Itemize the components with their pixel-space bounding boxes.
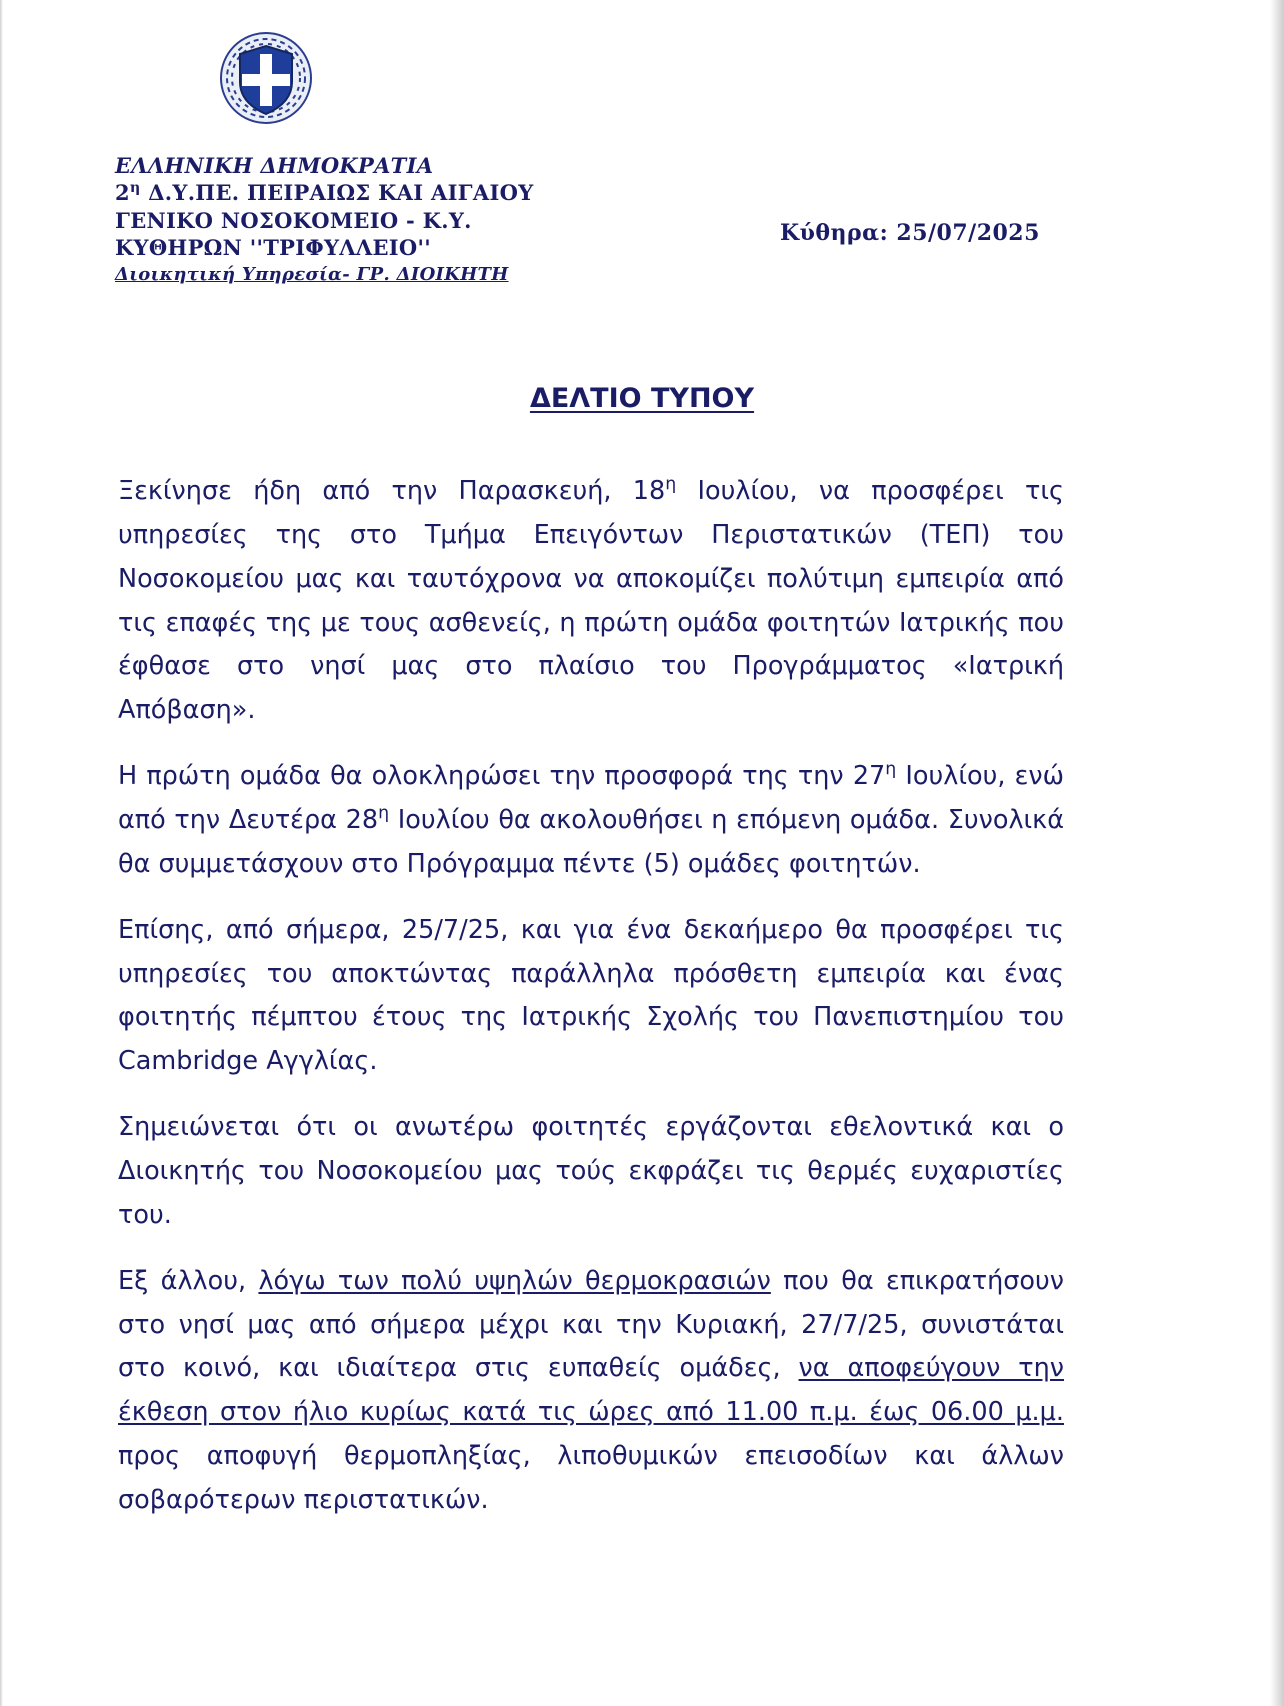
paragraph-5-part-a: Εξ άλλου,	[118, 1265, 259, 1296]
paragraph-1-part-b: Ιουλίου, να προσφέρει τις υπηρεσίες της στο Τμήμα Επειγόντων Περιστατικών (ΤΕΠ) του Νοσοκομείου μας και ταυτόχρονα να αποκομίζει πολύτιμη εμπειρία από τις επαφές της με τους ασθενείς, η πρώτη ομάδα φοιτητών Ιατρικής που έφθασε στο νησί μας στο πλαίσιο του Προγράμματος «Ιατρική Απόβαση».	[118, 476, 1064, 726]
paragraph-2	[118, 755, 1064, 887]
paragraph-2-part-b: Ιουλίου, ενώ από την Δευτέρα 28	[118, 761, 1064, 836]
paragraph-5-part-b: που θα επικρατήσουν στο νησί μας από σήμερα μέχρι και την Κυριακή, 27/7/25, συνιστάται στο κοινό, και ιδιαίτερα στις ευπαθείς ομάδες,	[118, 1265, 1065, 1384]
letterhead-line-2-superscript: η	[129, 180, 141, 197]
paragraph-1	[118, 470, 1064, 733]
paragraph-2-part-c: Ιουλίου θα ακολουθήσει η επόμενη ομάδα. Συνολικά θα συμμετάσχουν στο Πρόγραμμα πέντε (5) ομάδες φοιτητών.	[118, 805, 1065, 879]
letterhead	[115, 152, 534, 287]
paragraph-5	[118, 1260, 1064, 1523]
paragraph-4: Σημειώνεται ότι οι ανωτέρω φοιτητές εργάζονται εθελοντικά και ο Διοικητής του Νοσοκομείου μας τούς εκφράζει τις θερμές ευχαριστίες του.	[118, 1112, 1064, 1230]
paragraph-1-part-a: Ξεκίνησε ήδη από την Παρασκευή, 18	[118, 476, 666, 506]
paragraph-1-superscript: η	[665, 474, 677, 495]
paragraph-2-part-a: Η πρώτη ομάδα θα ολοκληρώσει την προσφορά της την 27	[118, 761, 886, 792]
paragraph-5-underlined-2: να αποφεύγουν την έκθεση στον ήλιο κυρίως κατά τις ώρες από 11.00 π.μ. έως 06.00 μ.μ.	[118, 1353, 1064, 1428]
letterhead-line-1: ΕΛΛΗΝΙΚΗ ΔΗΜΟΚΡΑΤΙΑ	[115, 153, 434, 178]
paragraph-2-superscript-2: η	[378, 803, 390, 824]
paragraph-3: Επίσης, από σήμερα, 25/7/25, και για ένα δεκαήμερο θα προσφέρει τις υπηρεσίες του αποκτώντας παράλληλα πρόσθετη εμπειρία και ένας φοιτητής πέμπτου έτους της Ιατρικής Σχολής του Πανεπιστημίου του Cambridge Αγγλίας.	[118, 914, 1064, 1077]
paragraph-2-superscript-1: η	[885, 759, 897, 780]
page-title-text: ΔΕΛΤΙΟ ΤΥΠΟΥ	[529, 383, 755, 414]
letterhead-line-2	[115, 179, 534, 206]
page-title	[0, 383, 1284, 414]
greek-republic-emblem-icon	[218, 30, 314, 126]
paragraph-5-underlined-1: λόγω των πολύ υψηλών θερμοκρασιών	[258, 1265, 771, 1296]
letterhead-line-5: Διοικητική Υπηρεσία- ΓΡ. ΔΙΟΙΚΗΤΗ	[115, 264, 509, 286]
document-body	[118, 470, 1064, 1523]
paragraph-5-part-c: προς αποφυγή θερμοπληξίας, λιποθυμικών επεισοδίων και άλλων σοβαρότερων περιστατικών.	[118, 1441, 1064, 1516]
letterhead-line-2-number: 2	[115, 180, 130, 206]
letterhead-line-2-rest: Δ.Υ.ΠΕ. ΠΕΙΡΑΙΩΣ ΚΑΙ ΑΙΓΑΙΟΥ	[140, 180, 534, 206]
letterhead-line-3: ΓΕΝΙΚΟ ΝΟΣΟΚΟΜΕΙΟ - Κ.Υ.	[115, 207, 472, 233]
place-and-date: Κύθηρα: 25/07/2025	[780, 220, 1040, 246]
letterhead-line-4: ΚΥΘΗΡΩΝ ''ΤΡΙΦΥΛΛΕΙΟ''	[115, 234, 431, 260]
